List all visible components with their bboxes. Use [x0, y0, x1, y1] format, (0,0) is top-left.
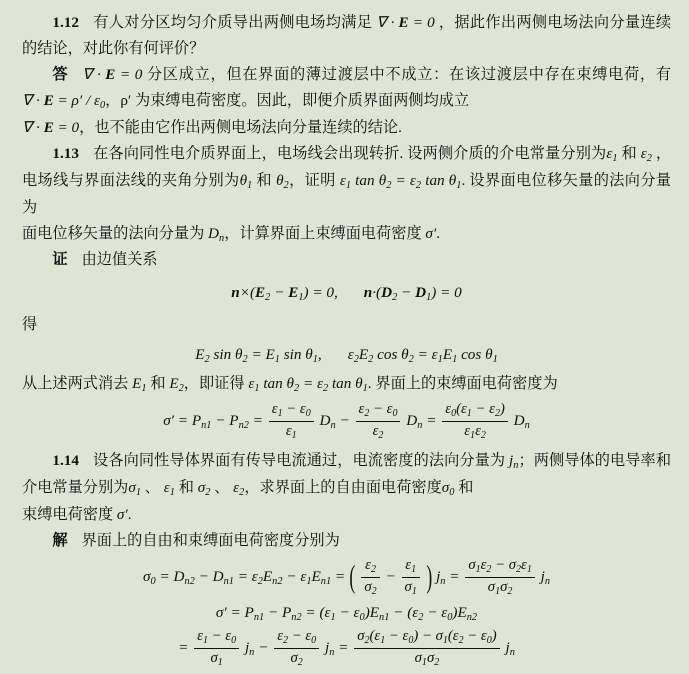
identity-equation: $\varepsilon_1$ $\tan \theta_2 = \varepsilon_2$ $\tan \theta_1$: [339, 171, 462, 191]
answer-equation-2: ∇ · $E = \rho' / \varepsilon_0$: [22, 92, 106, 112]
problem-1-12-statement: [22, 10, 671, 62]
sigma-prime-symbol-b: σ′: [116, 505, 128, 523]
problem-1-13-text-f: .: [436, 224, 441, 242]
and-1: 和: [621, 145, 637, 163]
problem-1-13-text-a: 在各向同性电介质界面上，电场线会出现转折. 设两侧介质的介电常量分别为: [92, 145, 607, 163]
fraction-9: $\frac{\sigma_2(\varepsilon_1 - \varepsilon_0) - \sigma_1(\varepsilon_2 - \varepsilon_0)}{\sigma_1\sigma_2}$: [354, 628, 499, 669]
problem-1-13-text-c: ，证明: [288, 171, 336, 189]
proof-label: 证: [52, 251, 68, 269]
conclusion-text-h: ，即证得: [183, 375, 245, 393]
fraction-6: $\frac{\sigma_1\varepsilon_2 - \sigma_2\varepsilon_1}{\sigma_1\sigma_2}$: [465, 557, 535, 598]
and-3: 和: [150, 375, 166, 393]
and-2: 和: [256, 171, 272, 189]
theta-2-symbol: $\theta_2$: [276, 171, 289, 191]
sigma-1-symbol: $\sigma_1$: [128, 478, 141, 498]
answer-equation-1: ∇ · E = 0: [82, 66, 143, 84]
problem-1-13-conclusion: [22, 371, 671, 398]
left-paren: (: [349, 559, 356, 595]
answer-equation-3: ∇ · E = 0: [22, 119, 80, 137]
problem-1-12-answer-cont: [22, 115, 671, 141]
problem-1-14-statement: 1.14 设各向同性导体界面有传导电流通过，电流密度的法向分量为 $j_n$；两侧导体的电导率和介电常量分别为$\sigma_1$ 、 $\varepsilon_1$ 和 $\sigma_2$ 、 $\varepsilon_2$，求界面上的自由面电荷密度$\sigma_0$ 和: [22, 452, 672, 498]
free-charge-equation: $\sigma_0 = D_{n2} - D_{n1} = \varepsilon_2E_{n2} - \varepsilon_1E_{n1}$ = ( $\frac{\varepsilon_2}{\sigma_2}$ − $\frac{\varepsilon_1}{\sigma_1}$ ) $j_n$ = $\frac{\sigma_1\varepsilon_2 - \sigma_2\varepsilon_1}{\sigma_1\sigma_2}$ $j_n$: [142, 556, 551, 597]
problem-1-13-statement: [22, 141, 671, 220]
and-4: 和: [178, 478, 194, 496]
jn-symbol: $j_n$: [509, 452, 519, 472]
answer-label: 答: [52, 66, 69, 84]
problem-1-12-equation-a: ∇ · E = 0: [376, 14, 435, 31]
sigma-2-symbol: $\sigma_2$: [197, 478, 211, 498]
eps-1-symbol: $\varepsilon_1$: [606, 145, 618, 165]
de-text: 得: [22, 316, 38, 334]
problem-1-13-text-d: . 设界面电位移矢量的法向分量为: [22, 171, 672, 216]
boundary-equation-2: $n\cdot(D_2 - D_1) = 0$: [363, 283, 462, 303]
eps-1-symbol-b: $\varepsilon_1$: [163, 478, 175, 498]
problem-1-14-text-c: ，求界面上的自由面电荷密度: [244, 478, 442, 496]
problem-1-14-statement-cont: [22, 502, 671, 528]
cos-equation: $\varepsilon_2E_2$ $\cos \theta_2 = \varepsilon_1E_1$ $\cos \theta_1$: [347, 345, 498, 365]
component-equations: [22, 341, 671, 370]
dn-symbol: $D_n$: [208, 224, 225, 244]
problem-1-14-solution: [22, 528, 671, 554]
fraction-5: $\frac{\varepsilon_1}{\sigma_1}$: [402, 557, 420, 598]
problem-1-12-text-b: ，据此作出两侧电场法向分量连续的结论，对此你有何评价？: [22, 14, 672, 58]
boundary-equation-1: $n\times(E_2 - E_1) = 0$,: [231, 283, 338, 303]
e1-symbol: $E_1$: [132, 375, 147, 395]
bound-charge-equation-2: $\sigma' = P_{n1} - P_{n2} = (\varepsilon_1 - \varepsilon_0)E_{n1} - (\varepsilon_2 - \varepsilon_0)E_{n2}$: [215, 603, 478, 623]
bound-charge-equation-3: = $\frac{\varepsilon_1 - \varepsilon_0}{\sigma_1}$ $j_n$ − $\frac{\varepsilon_2 - \varepsilon_0}{\sigma_2}$ $j_n$ = $\frac{\sigma_2(\varepsilon_1 - \varepsilon_0) - \sigma_1(\varepsilon_2 - \varepsilon_0)}{\sigma_1\sigma_2}$ $j_n$: [178, 628, 515, 669]
eps-2-symbol-b: $\varepsilon_2$: [233, 478, 245, 498]
problem-1-13-number: 1.13: [52, 145, 79, 163]
solution-label: 解: [52, 531, 68, 549]
proof-lead: 由边值关系: [81, 251, 158, 269]
problem-1-13-statement-cont: [22, 221, 671, 248]
problem-1-14-number: 1.14: [52, 452, 79, 470]
problem-1-13-text-b: ，电场线与界面法线的夹角分别为: [22, 145, 672, 189]
problem-1-12-answer: [22, 62, 671, 115]
theta-1-symbol: $\theta_1$: [239, 171, 253, 191]
problem-1-13-text-e: ，计算界面上束缚面电荷密度: [224, 224, 422, 242]
fraction-4: $\frac{\varepsilon_2}{\sigma_2}$: [361, 557, 379, 598]
answer-text-3: ，也不能由它作出两侧电场法向分量连续的结论.: [79, 119, 402, 137]
conclusion-text-i: . 界面上的束缚面电荷密度为: [367, 375, 558, 393]
conclusion-text-g: 从上述两式消去: [22, 375, 129, 393]
solution-lead: 界面上的自由和束缚面电荷密度分别为: [81, 531, 340, 549]
fraction-7: $\frac{\varepsilon_1 - \varepsilon_0}{\sigma_1}$: [194, 628, 239, 669]
answer-text-2: ，ρ′ 为束缚电荷密度。因此，即便介质界面两侧均成立: [105, 92, 470, 110]
fraction-8: $\frac{\varepsilon_2 - \varepsilon_0}{\sigma_2}$: [274, 628, 319, 669]
fraction-3: $\frac{\varepsilon_0(\varepsilon_1 - \varepsilon_2)}{\varepsilon_1\varepsilon_2}$: [442, 401, 508, 442]
sin-equation: $E_2$ $\sin \theta_2 = E_1$ $\sin \theta_1$,: [195, 345, 322, 365]
problem-1-13-text-d2: 面电位移矢量的法向分量为: [22, 224, 205, 242]
bound-charge-equation: $\sigma' = P_{n1} - P_{n2}$ = $\frac{\varepsilon_1 - \varepsilon_0}{\varepsilon_1}$ $D_n$ − $\frac{\varepsilon_2 - \varepsilon_0}{\varepsilon_2}$ $D_n$ = $\frac{\varepsilon_0(\varepsilon_1 - \varepsilon_2)}{\varepsilon_1\varepsilon_2}$ $D_n$: [163, 401, 530, 441]
problem-1-14-text-b: ；两侧导体的电导率和介电常量分别为: [22, 452, 672, 496]
fraction-1: $\frac{\varepsilon_1 - \varepsilon_0}{\varepsilon_1}$: [269, 401, 314, 442]
problem-1-12-number: 1.12: [52, 14, 79, 31]
identity-equation-2: $\varepsilon_1$ $\tan \theta_2 = \varepsilon_2$ $\tan \theta_1$: [248, 375, 368, 395]
answer-text-1: 分区成立，但在界面的薄过渡层中不成立：在该过渡层中存在束缚电荷，有: [146, 66, 672, 84]
problem-1-12-text-a: 有人对分区均匀介质导出两侧电场均满足: [92, 14, 373, 31]
sigma-prime-symbol: σ′: [425, 224, 437, 242]
fraction-2: $\frac{\varepsilon_2 - \varepsilon_0}{\varepsilon_2}$: [356, 401, 401, 442]
boundary-equations: [22, 279, 671, 308]
problem-1-14-text-d: 束缚电荷密度: [22, 505, 114, 523]
eps-2-symbol: $\varepsilon_2$: [640, 145, 652, 165]
e2-symbol: $E_2$: [169, 375, 184, 395]
sigma-0-symbol: $\sigma_0$: [441, 478, 455, 498]
problem-1-13-proof: [22, 247, 671, 273]
problem-1-14-text-a: 设各向同性导体界面有传导电流通过，电流密度的法向分量为: [92, 452, 506, 470]
right-paren: ): [426, 559, 432, 595]
problem-1-14-text-e: .: [127, 505, 132, 523]
